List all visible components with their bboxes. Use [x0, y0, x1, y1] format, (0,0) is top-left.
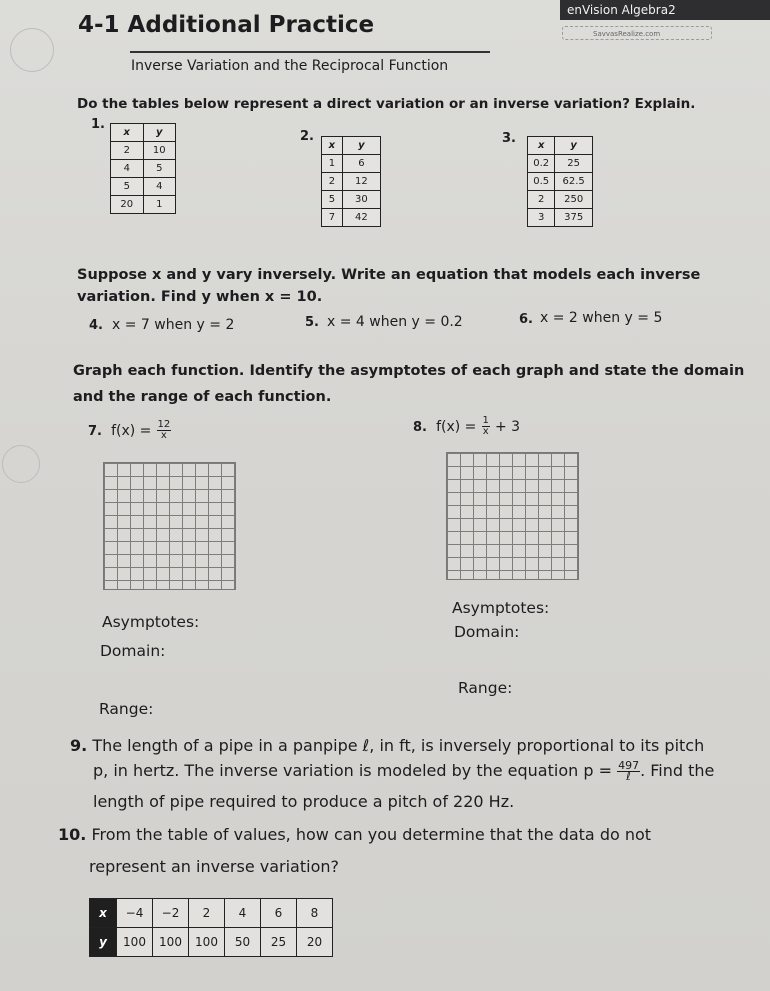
item4-number: 4.: [89, 318, 103, 333]
part2-prompt-line2: variation. Find y when x = 10.: [77, 289, 323, 305]
item8-number: 8.: [413, 420, 427, 435]
q9-line3: length of pipe required to produce a pitch of 220 Hz.: [93, 792, 515, 811]
table-cell: 10: [143, 142, 176, 160]
table-3-x-head: x: [528, 137, 555, 155]
item6-text: x = 2 when y = 5: [540, 310, 663, 326]
item7-range-label: Range:: [99, 700, 154, 718]
item8-domain-label: Domain:: [454, 623, 520, 641]
item4-text: x = 7 when y = 2: [112, 317, 235, 333]
table-cell: 0.2: [528, 155, 555, 173]
table-cell: 8: [297, 899, 333, 928]
item8-range-label: Range:: [458, 679, 513, 697]
binder-hole-middle: [2, 445, 40, 483]
q9-equation-fraction: [617, 761, 640, 782]
q9-eq-numerator: 497: [618, 759, 640, 772]
table-cell: 100: [189, 928, 225, 957]
item8: [413, 416, 520, 437]
item2-number: 2.: [300, 129, 314, 144]
q9-line1-text: The length of a pipe in a panpipe ℓ, in ft, is inversely proportional to its pitch: [92, 736, 705, 755]
table-cell: −2: [153, 899, 189, 928]
item7-domain-label: Domain:: [100, 642, 166, 660]
q9-eq-denominator: ℓ: [626, 770, 631, 783]
q9-line2-end: . Find the: [640, 761, 715, 780]
item6-number: 6.: [519, 312, 533, 327]
q10-x-head: x: [90, 899, 117, 928]
item7-asymptotes-label: Asymptotes:: [102, 613, 200, 631]
table-cell: 250: [555, 191, 593, 209]
table-cell: 2: [528, 191, 555, 209]
part3-prompt-line1: Graph each function. Identify the asymptotes of each graph and state the domain: [73, 363, 745, 379]
table-cell: 375: [555, 209, 593, 227]
title-divider: [130, 51, 490, 53]
table-cell: 4: [143, 178, 176, 196]
graph-grid-8[interactable]: [446, 452, 579, 580]
item7-fraction: [157, 420, 172, 441]
table-cell: 2: [322, 173, 343, 191]
table-cell: 1: [322, 155, 343, 173]
table-cell: 25: [555, 155, 593, 173]
table-cell: 7: [322, 209, 343, 227]
table-cell: 20: [297, 928, 333, 957]
item5-text: x = 4 when y = 0.2: [327, 314, 463, 330]
table-cell: 4: [225, 899, 261, 928]
table-cell: 20: [111, 196, 144, 214]
table-cell: 6: [261, 899, 297, 928]
q10-line1: [58, 825, 651, 844]
part1-prompt: Do the tables below represent a direct variation or an inverse variation? Explain.: [77, 96, 696, 112]
table-cell: 5: [322, 191, 343, 209]
graph-grid-7[interactable]: [103, 462, 236, 590]
q9-line2-start: p, in hertz. The inverse variation is modeled by the equation p =: [93, 761, 612, 780]
item7-denominator: x: [160, 430, 167, 441]
item7-number: 7.: [88, 424, 102, 439]
page-title: 4-1 Additional Practice: [78, 12, 375, 38]
table-cell: 25: [261, 928, 297, 957]
item3-number: 3.: [502, 131, 516, 146]
table-cell: 4: [111, 160, 144, 178]
item8-numerator: 1: [482, 415, 489, 426]
q10-table: [89, 898, 333, 957]
table-3-y-head: y: [555, 137, 593, 155]
q10-line2: represent an inverse variation?: [89, 857, 339, 876]
item8-lhs: f(x) =: [436, 419, 477, 435]
item7: [88, 420, 171, 441]
table-cell: 5: [143, 160, 176, 178]
table-2-x-head: x: [322, 137, 343, 155]
brand-label: enVision Algebra2: [567, 3, 676, 17]
table-cell: 42: [342, 209, 380, 227]
table-1: [110, 123, 176, 214]
item8-fraction: [482, 416, 490, 437]
item7-lhs: f(x) =: [111, 423, 152, 439]
table-2-y-head: y: [342, 137, 380, 155]
table-1-y-head: y: [143, 124, 176, 142]
table-cell: 3: [528, 209, 555, 227]
table-2: [321, 136, 381, 227]
table-cell: 6: [342, 155, 380, 173]
q9-line2: [93, 761, 714, 782]
table-3: [527, 136, 593, 227]
q9-line1: [70, 736, 704, 755]
table-cell: 0.5: [528, 173, 555, 191]
site-ribbon: SavvasRealize.com: [562, 26, 712, 40]
table-cell: 2: [189, 899, 225, 928]
part2-prompt-line1: Suppose x and y vary inversely. Write an equation that models each inverse: [77, 267, 701, 283]
item7-numerator: 12: [157, 419, 171, 430]
q9-number: 9.: [70, 736, 88, 755]
item8-asymptotes-label: Asymptotes:: [452, 599, 550, 617]
part3-prompt-line2: and the range of each function.: [73, 389, 332, 405]
table-cell: 5: [111, 178, 144, 196]
table-cell: 100: [153, 928, 189, 957]
table-cell: −4: [117, 899, 153, 928]
table-cell: 2: [111, 142, 144, 160]
item8-tail: + 3: [494, 419, 521, 435]
item1-number: 1.: [91, 117, 105, 132]
q10-line1-text: From the table of values, how can you determine that the data do not: [91, 825, 652, 844]
table-1-x-head: x: [111, 124, 144, 142]
table-cell: 50: [225, 928, 261, 957]
q10-y-head: y: [90, 928, 117, 957]
table-cell: 1: [143, 196, 176, 214]
table-cell: 12: [342, 173, 380, 191]
binder-hole-top: [10, 28, 54, 72]
item8-denominator: x: [482, 426, 489, 437]
page-subtitle: Inverse Variation and the Reciprocal Function: [131, 58, 449, 74]
table-cell: 62.5: [555, 173, 593, 191]
table-cell: 30: [342, 191, 380, 209]
item5-number: 5.: [305, 315, 319, 330]
table-cell: 100: [117, 928, 153, 957]
q10-number: 10.: [58, 825, 87, 844]
